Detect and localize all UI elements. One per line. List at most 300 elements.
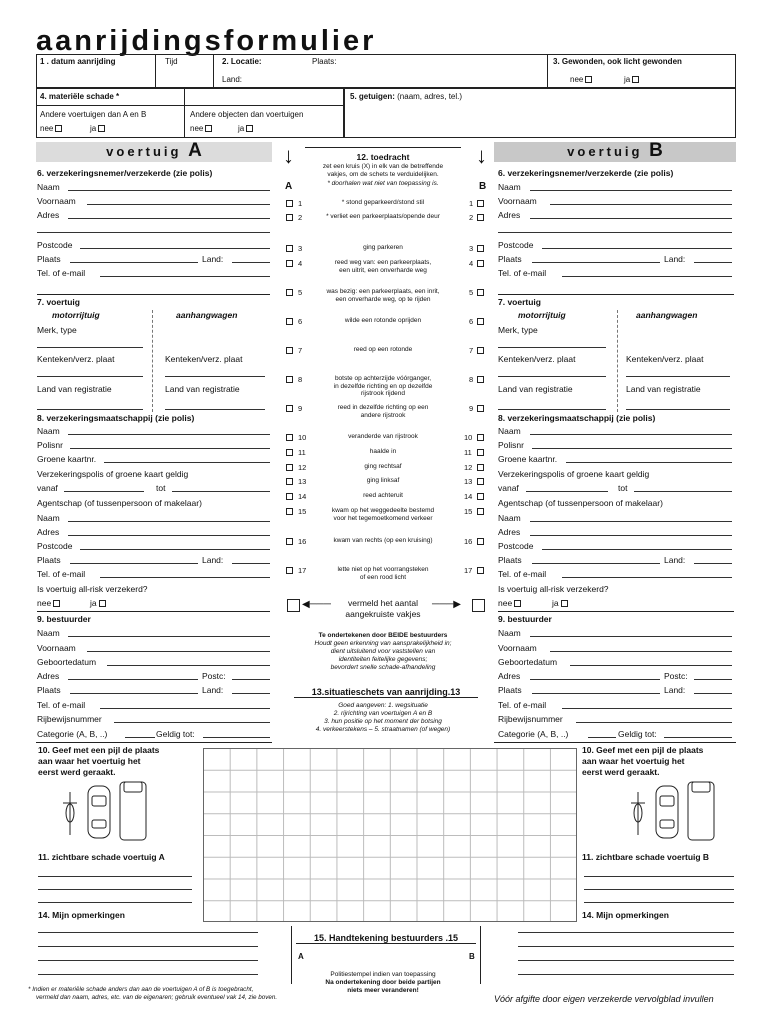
a9-plaats-field[interactable] [70,693,198,694]
a9-rijbewijs-field[interactable] [114,722,270,723]
divider [498,294,734,295]
a-naam-label: Naam [37,182,60,192]
vehicle-outlines-b-icon[interactable] [626,780,726,842]
a-aanh-label: aanhangwagen [176,310,238,320]
a-groene-label: Groene kaartnr. [37,454,97,464]
a-groene-field[interactable] [104,462,270,463]
toedracht-intro-2: vakjes, om de schets te verduidelijken. [327,171,439,178]
divider [37,611,270,612]
a-voornaam-field[interactable] [87,204,270,205]
b-agent-tel-field[interactable] [562,577,732,578]
b-s7: 7. voertuig [498,297,541,307]
a-vanaf-field[interactable] [64,491,144,492]
toedracht-text-4: reed weg van: een parkeerplaats, een uitrit, een onverharde weg [334,259,432,274]
a-polisnr-field[interactable] [70,448,270,449]
a-s7: 7. voertuig [37,297,80,307]
toedracht-text-13: ging linksaf [366,477,400,484]
a9-land-field[interactable] [232,693,270,694]
a8-tel-label: Tel. of e-mail [37,569,86,579]
b-s10b: aan waar het voertuig het [582,756,685,766]
a-opm-line-3[interactable] [38,960,258,961]
b8-postcode-label: Postcode [498,541,534,551]
andere-voertuigen: Andere voertuigen dan A en B [40,110,147,119]
b-s9: 9. bestuurder [498,614,552,624]
b-tot-label: tot [618,483,628,493]
toedracht-b-checkbox-17[interactable] [477,567,484,574]
a-allrisk-nee[interactable]: nee [37,598,60,609]
b-naam-field[interactable] [530,190,732,191]
a9-naam-label: Naam [37,628,60,638]
b-agent-land-field[interactable] [694,563,732,564]
a-land-label: Land: [202,254,224,264]
toedracht-a-number-12: 12 [298,463,307,472]
b9-plaats-label: Plaats [498,685,522,695]
plaats-label: Plaats: [312,57,337,66]
a-agent-land-field[interactable] [232,563,270,564]
toedracht-a-number-14: 14 [298,492,307,501]
a-agent-label: Agentschap (of tussenpersoon of makelaar) [37,498,202,508]
toedracht-intro-1: zet een kruis (X) in elk van de betreffende [322,163,444,170]
toedracht-b-checkbox-10[interactable] [477,434,484,441]
gewonden-nee[interactable]: nee [570,75,592,85]
toedracht-text-17: lette niet op het voorrangsteken of een rood licht [337,566,429,581]
a-tot-field[interactable] [172,491,270,492]
toedracht-text-9: reed in dezelfde richting op een andere rijstrook [337,404,429,419]
a-agent-adres-field[interactable] [68,535,270,536]
toedracht-b-number-3: 3 [469,244,474,253]
schade-b-ja[interactable]: ja [238,124,253,134]
a-adres-field-2[interactable] [37,232,270,233]
b-schade-line-3[interactable] [584,902,734,903]
handtekening-title: 15. Handtekening bestuurders .15 [296,933,476,944]
toedracht-a-checkbox-3[interactable] [286,245,293,252]
toedracht-text-3: ging parkeren [363,244,403,251]
teken-1: Te ondertekenen door BEIDE bestuurders [318,632,448,639]
a9-adres-field[interactable] [68,679,198,680]
divider [36,742,272,743]
gewonden-label: 3. Gewonden, ook licht gewonden [553,57,682,66]
toedracht-b-number-7: 7 [469,346,474,355]
b-groene-field[interactable] [566,462,732,463]
toedracht-b-checkbox-3[interactable] [477,245,484,252]
stempel-1: Politiestempel indien van toepassing [330,971,436,978]
a-postcode-field[interactable] [80,248,270,249]
a-merk-field[interactable] [37,347,143,348]
a8-naam-field[interactable] [68,434,270,435]
toedracht-b-number-17: 17 [464,566,473,575]
toedracht-a-checkbox-10[interactable] [286,434,293,441]
a-opm-line-2[interactable] [38,946,258,947]
a-kenteken2-field[interactable] [165,376,265,377]
toedracht-b-number-5: 5 [469,288,474,297]
b8-naam-field[interactable] [530,434,732,435]
toedracht-b-checkbox-9[interactable] [477,405,484,412]
toedracht-a-number-16: 16 [298,537,307,546]
toedracht-a-number-7: 7 [298,346,303,355]
b8-land-label: Land: [664,555,686,565]
b-agent-postcode-field[interactable] [542,549,732,550]
toedracht-b-checkbox-12[interactable] [477,464,484,471]
toedracht-b-checkbox-4[interactable] [477,260,484,267]
b-landreg2-label: Land van registratie [626,384,701,394]
toedracht-b-checkbox-8[interactable] [477,376,484,383]
toedracht-intro-3: * doorhalen wat niet van toepassing is. [327,180,439,187]
schade-a-nee[interactable]: nee [40,124,62,134]
stempel-3: niets meer veranderen! [347,987,419,994]
a9-geldig-field[interactable] [203,737,270,738]
b9-voornaam-label: Voornaam [498,643,537,653]
divider [37,294,270,295]
toedracht-b-checkbox-1[interactable] [477,200,484,207]
a-s9: 9. bestuurder [37,614,91,624]
b-landreg-label: Land van registratie [498,384,573,394]
sig-b-letter: B [469,952,475,961]
toedracht-a-number-3: 3 [298,244,303,253]
b-kenteken2-label: Kenteken/verz. plaat [626,354,704,364]
toedracht-a-checkbox-4[interactable] [286,260,293,267]
teken-5: bevordert snelle schade-afhandeling [330,664,436,671]
b9-voornaam-field[interactable] [550,651,732,652]
col-b-letter: B [479,181,487,192]
b-postcode-label: Postcode [498,240,534,250]
schets-2: 2. rijrichting van voertuigen A en B [333,710,433,717]
toedracht-b-number-6: 6 [469,317,474,326]
toedracht-text-6: wilde een rotonde oprijden [344,317,422,324]
a-kenteken-field[interactable] [37,376,143,377]
toedracht-a-checkbox-5[interactable] [286,289,293,296]
schade-a-ja[interactable]: ja [90,124,105,134]
col-a-letter: A [285,181,293,192]
toedracht-a-checkbox-11[interactable] [286,449,293,456]
b9-plaats-field[interactable] [532,693,660,694]
a-s10: 10. Geef met een pijl de plaats [38,745,160,755]
b-opm-line-1[interactable] [518,932,734,933]
a-vanaf-label: vanaf [37,483,58,493]
a8-agent-naam-label: Naam [37,513,60,523]
arrow-left-icon: ◀─── [302,599,331,610]
b8-adres-label: Adres [498,527,521,537]
toedracht-a-checkbox-6[interactable] [286,318,293,325]
toedracht-b-number-12: 12 [464,463,473,472]
a-schade-line-2[interactable] [38,889,192,890]
a-voornaam-label: Voornaam [37,196,76,206]
toedracht-a-checkbox-16[interactable] [286,538,293,545]
toedracht-text-12: ging rechtsaf [364,463,402,470]
toedracht-text-11: haalde in [369,448,397,455]
a9-geboorte-field[interactable] [107,665,270,666]
b-adres-field-2[interactable] [498,232,732,233]
a-s10c: eerst werd geraakt. [38,767,116,777]
b-s14: 14. Mijn opmerkingen [582,910,669,920]
b9-naam-label: Naam [498,628,521,638]
toedracht-a-number-4: 4 [298,259,303,268]
toedracht-text-8: botste op achterzijde vóórganger, in dezelfde richting en op dezelfde rijstrook rijdend [333,375,433,397]
toedracht-b-checkbox-11[interactable] [477,449,484,456]
b9-postc-field[interactable] [694,679,732,680]
toedracht-a-checkbox-7[interactable] [286,347,293,354]
b-opm-line-2[interactable] [518,946,734,947]
toedracht-b-number-11: 11 [464,448,472,457]
b-polisnr-field[interactable] [532,448,732,449]
b-agent-label: Agentschap (of tussenpersoon of makelaar) [498,498,663,508]
toedracht-a-checkbox-12[interactable] [286,464,293,471]
b-tot-field[interactable] [634,491,732,492]
b8-plaats-label: Plaats [498,555,522,565]
stempel-2: Na ondertekening door beide partijen [325,979,441,986]
getuigen-label: 5. getuigen: (naam, adres, tel.) [350,92,463,101]
b-polisnr-label: Polisnr [498,440,524,450]
a-naam-field[interactable] [68,190,270,191]
b9-geboorte-field[interactable] [570,665,732,666]
vehicle-outlines-a-icon[interactable] [58,780,158,842]
gewonden-ja[interactable]: ja [624,75,639,85]
teken-4: identiteiten feitelijke gegevens; [338,656,428,663]
divider [152,310,153,412]
b-tel-label: Tel. of e-mail [498,268,547,278]
b9-categorie-field[interactable] [588,737,616,738]
b9-land-label: Land: [664,685,686,695]
a-agent-naam-field[interactable] [68,521,270,522]
a-merk-label: Merk, type [37,325,77,335]
b-merk-label: Merk, type [498,325,538,335]
datum-label: 1 . datum aanrijding [40,57,116,66]
a-schade-line-3[interactable] [38,902,192,903]
a8-plaats-label: Plaats [37,555,61,565]
b-landreg2-field[interactable] [626,409,730,410]
b-agent-naam-field[interactable] [530,521,732,522]
a-s14: 14. Mijn opmerkingen [38,910,125,920]
b-postcode-field[interactable] [542,248,732,249]
a-adres-label: Adres [37,210,60,220]
b9-geldig-field[interactable] [664,737,732,738]
teken-2: Houdt geen erkenning van aansprakelijkheid in; [314,640,452,647]
a-opm-line-4[interactable] [38,974,258,975]
toedracht-a-checkbox-2[interactable] [286,214,293,221]
a8-adres-label: Adres [37,527,60,537]
toedracht-a-checkbox-8[interactable] [286,376,293,383]
tijd-label: Tijd [165,57,178,66]
vehicle-b-header: voertuig B [494,142,736,162]
divider [305,147,461,148]
toedracht-a-checkbox-15[interactable] [286,508,293,515]
land-label: Land: [222,75,243,84]
a-landreg2-label: Land van registratie [165,384,240,394]
toedracht-a-number-10: 10 [298,433,307,442]
a-land-field[interactable] [232,262,270,263]
b-landreg-field[interactable] [498,409,606,410]
arrow-down-b-icon: ↓ [476,143,487,168]
a-tel-label: Tel. of e-mail [37,268,86,278]
a-s8: 8. verzekeringsmaatschappij (zie polis) [37,413,195,423]
arrow-right-icon: ───▶ [432,599,461,610]
aantal-label-2: aangekruiste vakjes [345,609,421,619]
a-landreg2-field[interactable] [165,409,265,410]
toedracht-a-number-6: 6 [298,317,303,326]
a-s10b: aan waar het voertuig het [38,756,141,766]
b9-adres-label: Adres [498,671,521,681]
a9-postc-label: Postc: [202,671,226,681]
b-allrisk-nee[interactable]: nee [498,598,521,609]
sketch-grid[interactable] [203,748,577,922]
toedracht-b-checkbox-16[interactable] [477,538,484,545]
aantal-b-box[interactable] [472,599,485,612]
a9-rijbewijs-label: Rijbewijsnummer [37,714,102,724]
a9-plaats-label: Plaats [37,685,61,695]
b-vanaf-field[interactable] [526,491,608,492]
b-groene-label: Groene kaartnr. [498,454,558,464]
a8-land-label: Land: [202,555,224,565]
a-tel-field[interactable] [100,276,270,277]
b-s10: 10. Geef met een pijl de plaats [582,745,704,755]
b9-rijbewijs-field[interactable] [576,722,732,723]
toedracht-b-checkbox-7[interactable] [477,347,484,354]
sig-a-letter: A [298,952,304,961]
a-agent-tel-field[interactable] [100,577,270,578]
toedracht-a-number-9: 9 [298,404,303,413]
toedracht-a-checkbox-17[interactable] [286,567,293,574]
toedracht-b-number-15: 15 [464,507,473,516]
b8-agent-naam-label: Naam [498,513,521,523]
aantal-a-box[interactable] [287,599,300,612]
a9-tel-field[interactable] [100,708,270,709]
footnote-2: vermeld dan naam, adres, etc. van de eigenaren; gebruik eventueel vak 14, zie boven. [36,994,278,1001]
toedracht-b-checkbox-5[interactable] [477,289,484,296]
toedracht-a-checkbox-1[interactable] [286,200,293,207]
a-agent-postcode-field[interactable] [80,549,270,550]
b-s6: 6. verzekeringsnemer/verzekerde (zie polis) [498,168,674,178]
b9-tel-field[interactable] [562,708,732,709]
toedracht-text-15: kwam op het weggedeelte bestemd voor het tegemoetkomend verkeer [331,507,435,522]
toedracht-b-number-4: 4 [469,259,474,268]
toedracht-b-checkbox-15[interactable] [477,508,484,515]
a9-voornaam-field[interactable] [87,651,270,652]
toedracht-a-checkbox-9[interactable] [286,405,293,412]
b8-naam-label: Naam [498,426,521,436]
a8-postcode-label: Postcode [37,541,73,551]
a-polisnr-label: Polisnr [37,440,63,450]
b-allrisk-ja[interactable]: ja [552,598,568,609]
b-voornaam-field[interactable] [550,204,732,205]
a-kenteken-label: Kenteken/verz. plaat [37,354,115,364]
toedracht-b-checkbox-14[interactable] [477,493,484,500]
b-s8: 8. verzekeringsmaatschappij (zie polis) [498,413,656,423]
a9-adres-label: Adres [37,671,60,681]
a-landreg-field[interactable] [37,409,143,410]
a-s11: 11. zichtbare schade voertuig A [38,852,165,862]
form-title: aanrijdingsformulier [36,25,377,57]
a-plaats-field[interactable] [70,262,198,263]
schade-b-nee[interactable]: nee [190,124,212,134]
toedracht-a-number-8: 8 [298,375,303,384]
a-agent-plaats-field[interactable] [70,563,198,564]
a9-land-label: Land: [202,685,224,695]
b9-naam-field[interactable] [530,636,732,637]
b9-rijbewijs-label: Rijbewijsnummer [498,714,563,724]
b-schade-line-1[interactable] [584,876,734,877]
toedracht-b-checkbox-13[interactable] [477,478,484,485]
toedracht-text-2: * verliet een parkeerplaats/opende deur [326,213,440,220]
toedracht-b-checkbox-6[interactable] [477,318,484,325]
toedracht-b-number-14: 14 [464,492,473,501]
b-adres-field[interactable] [530,218,732,219]
b-adres-label: Adres [498,210,521,220]
b9-tel-label: Tel. of e-mail [498,700,547,710]
b-schade-line-2[interactable] [584,889,734,890]
toedracht-a-checkbox-13[interactable] [286,478,293,485]
aantal-label-1: vermeld het aantal [348,598,418,608]
toedracht-text-1: * stond geparkeerd/stond stil [341,199,425,206]
a9-geldig-label: Geldig tot: [156,729,195,739]
a9-voornaam-label: Voornaam [37,643,76,653]
toedracht-a-checkbox-14[interactable] [286,493,293,500]
b-tel-field[interactable] [562,276,732,277]
schets-title: 13.situatieschets van aanrijding.13 [294,687,478,698]
b-land-label: Land: [664,254,686,264]
b-voornaam-label: Voornaam [498,196,537,206]
toedracht-a-number-15: 15 [298,507,307,516]
a-adres-field[interactable] [68,218,270,219]
a-plaats-label: Plaats [37,254,61,264]
b-verzgroen-label: Verzekeringspolis of groene kaart geldig [498,469,650,479]
b-naam-label: Naam [498,182,521,192]
toedracht-b-checkbox-2[interactable] [477,214,484,221]
b-kenteken2-field[interactable] [626,376,730,377]
locatie-label: 2. Locatie: [222,57,262,66]
a-verzgroen-label: Verzekeringspolis of groene kaart geldig [37,469,189,479]
a9-naam-field[interactable] [68,636,270,637]
b9-land-field[interactable] [694,693,732,694]
b-kenteken-field[interactable] [498,376,606,377]
footnote-1: * Indien er materiële schade anders dan aan de voertuigen A of B is toegebracht, [28,986,254,993]
b-agent-plaats-field[interactable] [532,563,660,564]
toedracht-text-16: kwam van rechts (op een kruising) [333,537,433,544]
b-land-field[interactable] [694,262,732,263]
b-plaats-label: Plaats [498,254,522,264]
a-opm-line-1[interactable] [38,932,258,933]
a-allrisk-ja[interactable]: ja [90,598,106,609]
b9-adres-field[interactable] [530,679,660,680]
toedracht-a-number-1: 1 [298,199,303,208]
toedracht-text-14: reed achteruit [363,492,403,499]
b-motor-label: motorrijtuig [518,310,566,320]
toedracht-b-number-10: 10 [464,433,473,442]
a9-postc-field[interactable] [232,679,270,680]
a8-naam-label: Naam [37,426,60,436]
divider [36,105,344,106]
divider [494,742,736,743]
a9-categorie-field[interactable] [125,737,155,738]
toedracht-b-number-1: 1 [469,199,474,208]
b-merk-field[interactable] [498,347,606,348]
b-plaats-field[interactable] [532,262,660,263]
toedracht-text-10: veranderde van rijstrook [348,433,418,440]
toedracht-b-number-9: 9 [469,404,474,413]
b8-tel-label: Tel. of e-mail [498,569,547,579]
b-opm-line-4[interactable] [518,974,734,975]
a-motor-label: motorrijtuig [52,310,100,320]
b-opm-line-3[interactable] [518,960,734,961]
footer-note: Vóór afgifte door eigen verzekerde vervolgblad invullen [494,994,714,1004]
a-schade-line-1[interactable] [38,876,192,877]
a9-categorie-label: Categorie (A, B, ..) [37,729,108,739]
a-allrisk-label: Is voertuig all-risk verzekerd? [37,584,148,594]
b-s11: 11. zichtbare schade voertuig B [582,852,710,862]
a9-geboorte-label: Geboortedatum [37,657,97,667]
b9-geboorte-label: Geboortedatum [498,657,558,667]
toedracht-text-7: reed op een rotonde [353,346,413,353]
b9-postc-label: Postc: [664,671,688,681]
b-agent-adres-field[interactable] [530,535,732,536]
